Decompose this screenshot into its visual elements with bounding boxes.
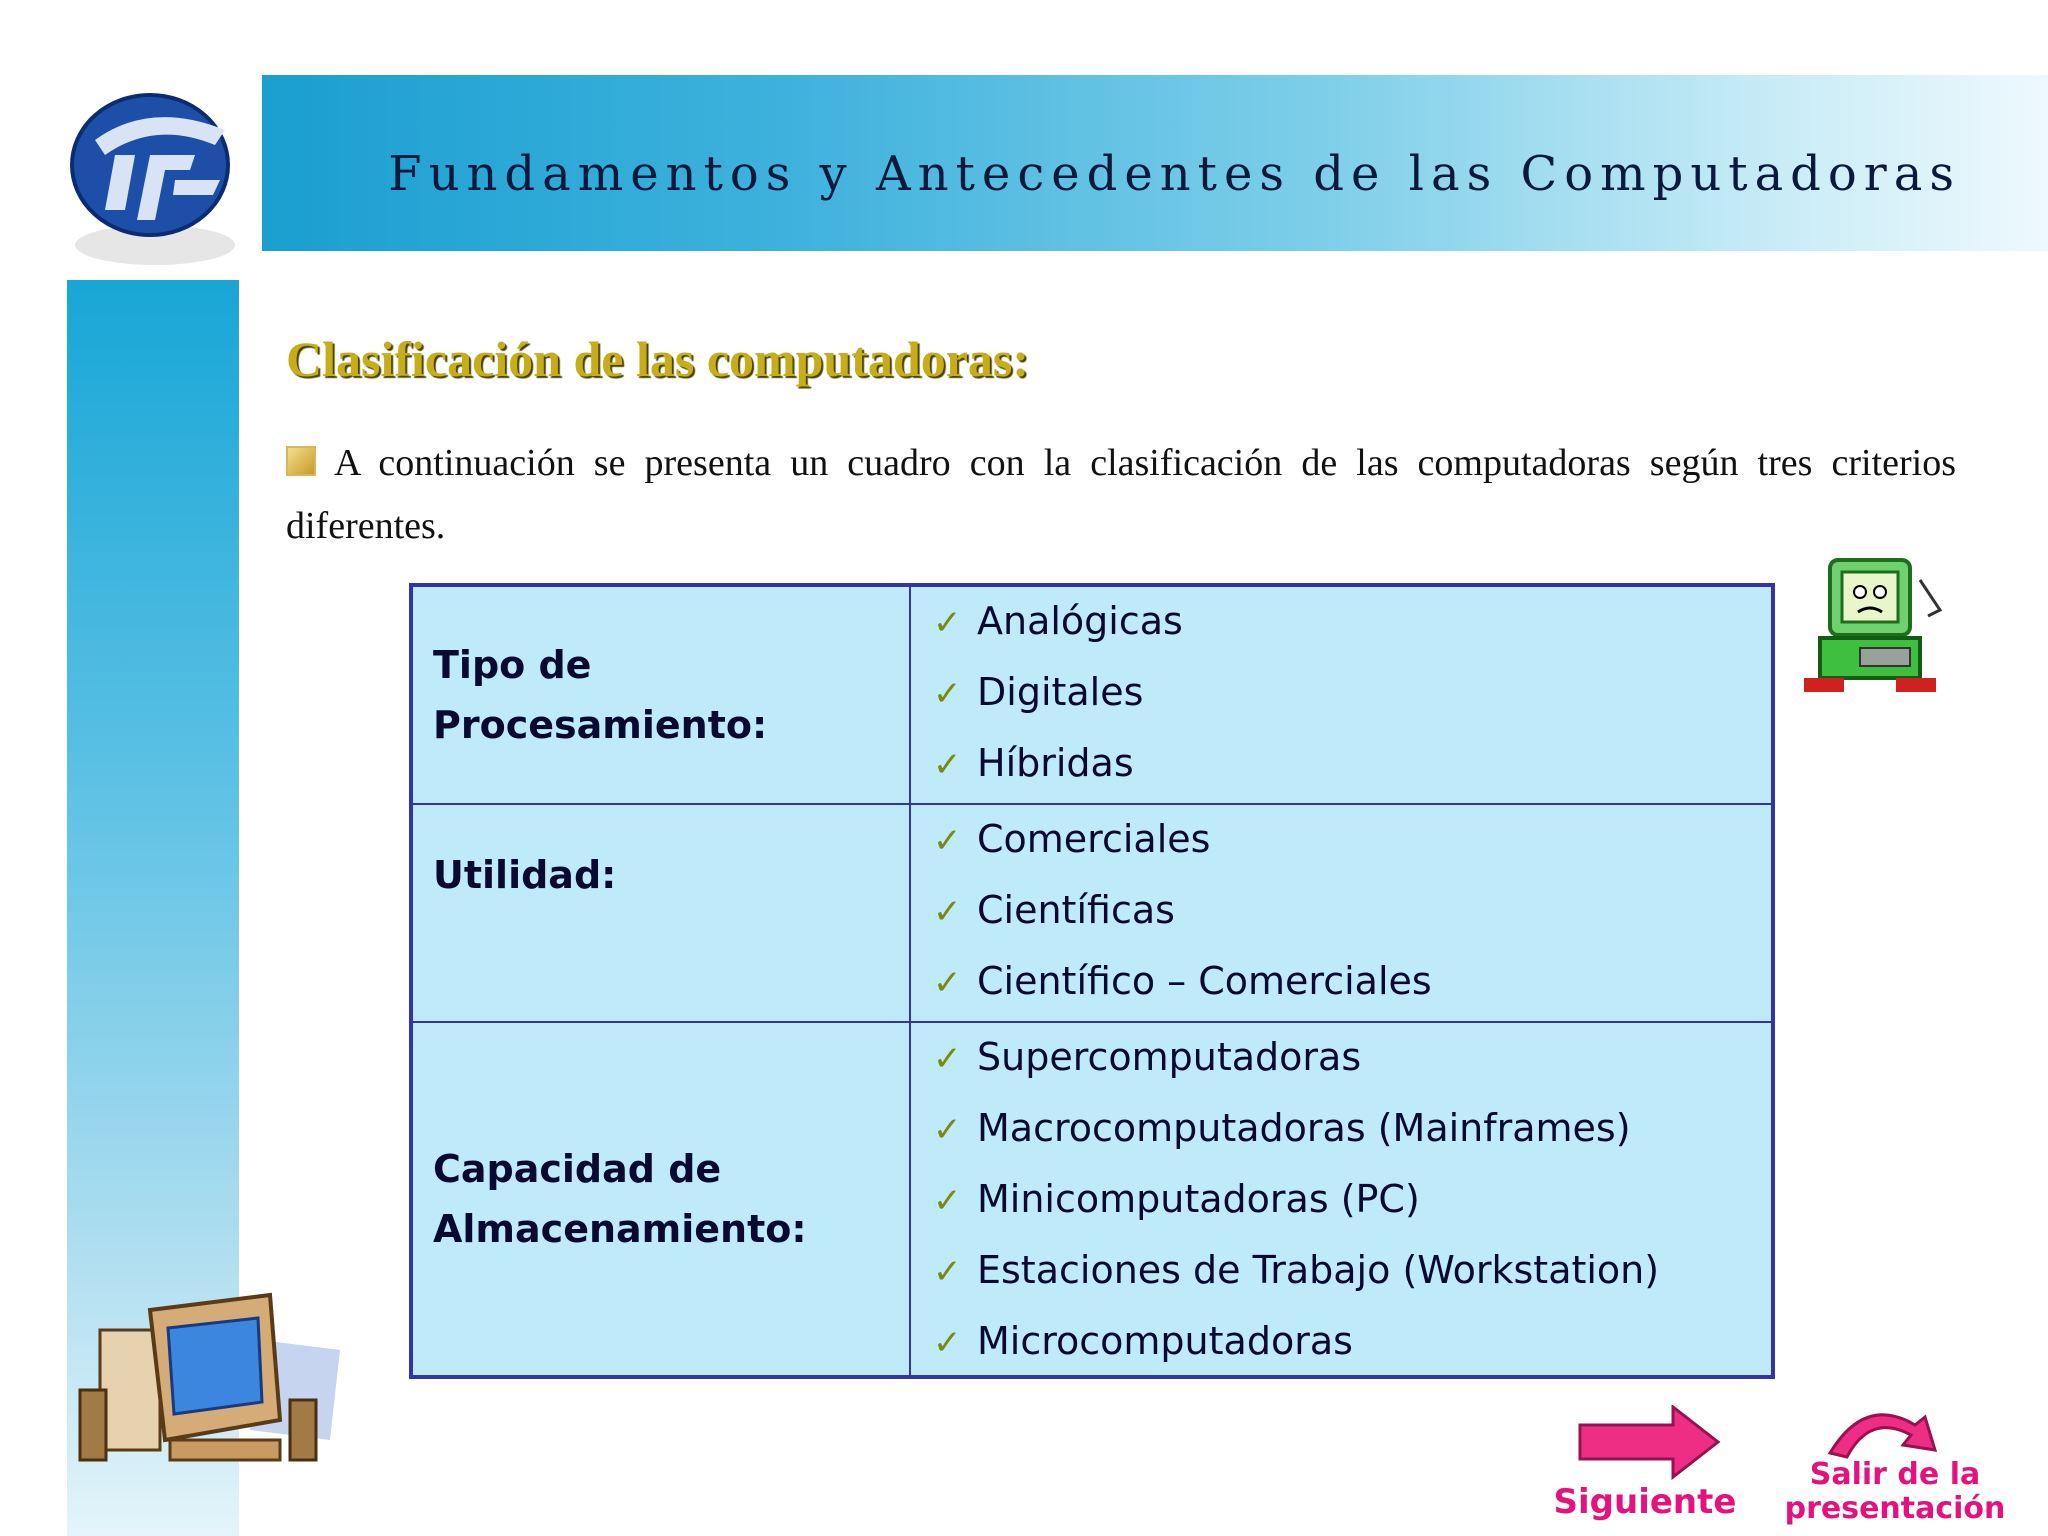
list-item-label: Minicomputadoras (PC)	[977, 1177, 1420, 1221]
list-item	[933, 1248, 1659, 1292]
list-item	[933, 741, 1134, 785]
checkmark-icon: ✓	[933, 1252, 962, 1292]
row-label-cell	[413, 805, 911, 1021]
list-item-label: Científico – Comerciales	[977, 959, 1432, 1003]
row-label: Tipo de Procesamiento:	[433, 643, 768, 747]
row-items-cell	[911, 1023, 1771, 1375]
list-item-label: Supercomputadoras	[977, 1035, 1362, 1079]
checkmark-icon: ✓	[933, 892, 962, 932]
list-item	[933, 888, 1175, 932]
row-label-cell	[413, 587, 911, 803]
list-item-label: Analógicas	[977, 599, 1183, 643]
classification-table	[409, 583, 1775, 1379]
list-item	[933, 670, 1143, 714]
checkmark-icon: ✓	[933, 821, 962, 861]
checkmark-icon: ✓	[933, 674, 962, 714]
list-item-label: Microcomputadoras	[977, 1319, 1353, 1363]
table-row	[413, 587, 1771, 805]
list-item	[933, 1106, 1631, 1150]
section-heading: Clasificación de las computadoras:	[286, 331, 1030, 387]
row-items-cell	[911, 805, 1771, 1021]
list-item	[933, 959, 1432, 1003]
logo-icon	[55, 70, 245, 270]
cartoon-computer-icon	[1800, 530, 1970, 710]
list-item	[933, 1177, 1420, 1221]
row-label: Capacidad de Almacenamiento:	[433, 1147, 807, 1251]
intro-paragraph	[286, 432, 1956, 558]
checkmark-icon: ✓	[933, 1323, 962, 1363]
list-item	[933, 817, 1210, 861]
checkmark-icon: ✓	[933, 1039, 962, 1079]
desktop-computer-icon	[70, 1290, 350, 1470]
list-item	[933, 1035, 1361, 1079]
list-item-label: Estaciones de Trabajo (Workstation)	[977, 1248, 1660, 1292]
page-title: Fundamentos y Antecedentes de las Computadoras	[388, 146, 1961, 202]
exit-button[interactable]: Salir de la presentación	[1784, 1457, 2006, 1526]
list-item	[933, 1319, 1353, 1363]
list-item-label: Científicas	[977, 888, 1175, 932]
checkmark-icon: ✓	[933, 745, 962, 785]
checkmark-icon: ✓	[933, 1181, 962, 1221]
list-item-label: Comerciales	[977, 817, 1211, 861]
checkmark-icon: ✓	[933, 963, 962, 1003]
list-item-label: Digitales	[977, 670, 1144, 714]
list-item-label: Macrocomputadoras (Mainframes)	[977, 1106, 1631, 1150]
row-label-cell	[413, 1023, 911, 1375]
table-row	[413, 805, 1771, 1023]
row-label: Utilidad:	[433, 853, 617, 897]
next-arrow-icon[interactable]	[1578, 1405, 1723, 1480]
square-bullet-icon	[286, 446, 316, 476]
exit-arrow-icon[interactable]	[1825, 1405, 1955, 1465]
table-row	[413, 1023, 1771, 1375]
list-item	[933, 599, 1183, 643]
checkmark-icon: ✓	[933, 603, 962, 643]
list-item-label: Híbridas	[977, 741, 1134, 785]
intro-text: A continuación se presenta un cuadro con la clasificación de las computadoras según tres criterios diferentes.	[286, 442, 1956, 547]
next-button[interactable]: Siguiente	[1553, 1482, 1737, 1522]
row-items-cell	[911, 587, 1771, 803]
checkmark-icon: ✓	[933, 1110, 962, 1150]
